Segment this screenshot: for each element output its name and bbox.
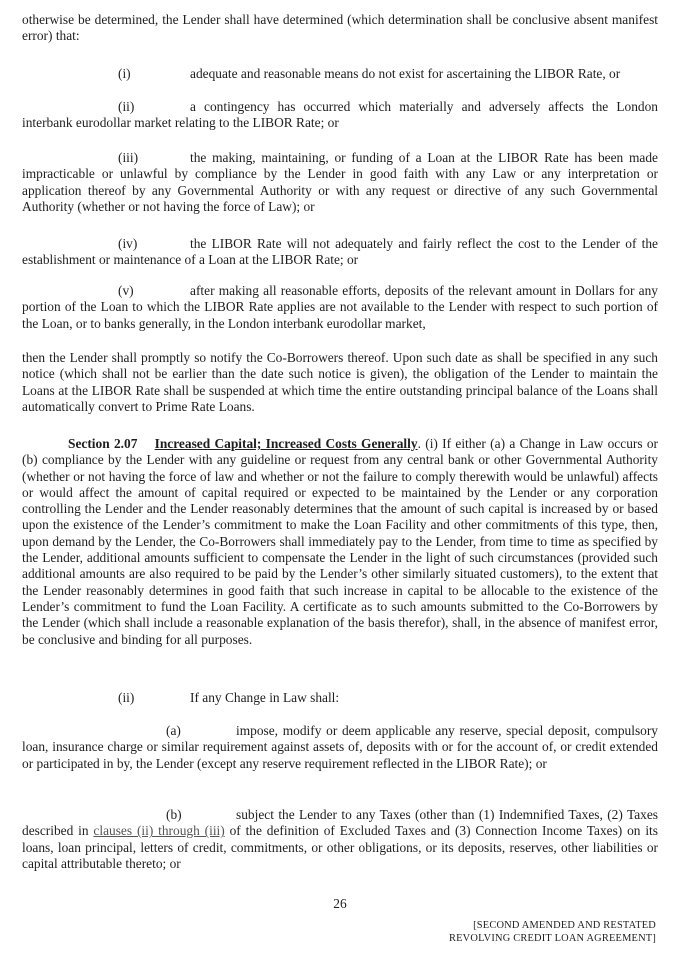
clause-i	[22, 66, 658, 82]
clause-a-text: impose, modify or deem applicable any reserve, special deposit, compulsory loan, insurance charge or similar requirement against assets of, deposits with or for the account of, or credit extended or participated in by, the Lender (except any reserve requirement reflected in the LIBOR Rate); or	[22, 723, 658, 771]
page-number: 26	[333, 896, 347, 911]
intro-text: otherwise be determined, the Lender shall have determined (which determination shall be conclusive absent manifest error) that:	[22, 12, 658, 44]
intro-paragraph	[22, 12, 658, 45]
clause-ii	[22, 99, 658, 132]
clause-ii-second	[22, 690, 658, 706]
section-2-07	[22, 436, 658, 648]
footer-line-1: [SECOND AMENDED AND RESTATED	[473, 920, 656, 931]
clause-v-text: after making all reasonable efforts, deposits of the relevant amount in Dollars for any portion of the Loan to which the LIBOR Rate applies are not available to the Lender with respect to such portion of the Loan, or to banks generally, in the London interbank eurodollar market,	[22, 283, 658, 331]
section-label: Section 2.07	[68, 436, 138, 451]
clause-i-text: adequate and reasonable means do not exist for ascertaining the LIBOR Rate, or	[190, 66, 621, 81]
clause-iii-number: (iii)	[118, 150, 139, 165]
clause-ii-text: a contingency has occurred which materially and adversely affects the London interbank eurodollar market relating to the LIBOR Rate; or	[22, 99, 658, 131]
document-footer	[449, 920, 656, 945]
clause-iii	[22, 150, 658, 215]
then-text: then the Lender shall promptly so notify the Co-Borrowers thereof. Upon such date as shall be specified in any such notice (which shall not be earlier than the date such notice is given), the obligation of the Lender to maintain the Loans at the LIBOR Rate shall be suspended at which time the entire outstanding principal balance of the Loans shall automatically convert to Prime Rate Loans.	[22, 350, 658, 414]
clause-iii-text: the making, maintaining, or funding of a Loan at the LIBOR Rate has been made impracticable or unlawful by compliance by the Lender in good faith with any Law or any interpretation or application thereof by any Governmental Authority or with any request or directive of any such Governmental Authority (whether or not having the force of Law); or	[22, 150, 658, 214]
clause-iv	[22, 236, 658, 269]
clause-b-text-end: of the definition of Excluded Taxes and (3) Connection Income Taxes) on its loans, loan principal, letters of credit, commitments, or other obligations, or its deposits, reserves, other liabilities or capital attributable thereto; or	[22, 823, 658, 871]
clause-b-number: (b)	[166, 807, 182, 822]
clause-b-text-start: subject the Lender to any Taxes (other than (1) Indemnified Taxes, (2) Taxes described in	[22, 807, 658, 839]
clause-iv-number: (iv)	[118, 236, 138, 251]
clause-ii-second-text: If any Change in Law shall:	[190, 690, 340, 705]
clause-ii-second-number: (ii)	[118, 690, 135, 705]
section-title: Increased Capital; Increased Costs Generally	[154, 436, 418, 451]
clause-v	[22, 283, 658, 332]
clause-iv-text: the LIBOR Rate will not adequately and fairly reflect the cost to the Lender of the establishment or maintenance of a Loan at the LIBOR Rate; or	[22, 236, 658, 268]
clauses-cross-reference-link[interactable]: clauses (ii) through (iii)	[93, 823, 225, 839]
clause-ii-number: (ii)	[118, 99, 135, 114]
clause-b	[22, 807, 658, 872]
then-paragraph	[22, 350, 658, 415]
clause-a-number: (a)	[166, 723, 181, 738]
clause-i-number: (i)	[118, 66, 131, 81]
section-body: . (i) If either (a) a Change in Law occurs or (b) compliance by the Lender with any guideline or request from any central bank or other Governmental Authority (whether or not having the force of law and whether or not the failure to comply therewith would be unlawful) affects or would affect the amount of capital required or expected to be maintained by the Lender or any corporation controlling the Lender and the Lender reasonably determines that the amount of such capital is increased by or based upon the existence of the Lender’s commitment to make the Loan Facility and other commitments of this type, then, upon demand by the Lender, the Co-Borrowers shall immediately pay to the Lender, from time to time as specified by the Lender, additional amounts sufficient to compensate the Lender in the light of such circumstances (provided such additional amounts are also required to be paid by the Lender’s other similarly situated customers), to the extent that the Lender reasonably determines in good faith that such increase in capital to be allocable to the existence of the Lender’s commitment to fund the Loan Facility. A certificate as to such amounts submitted to the Co-Borrowers by the Lender (which shall include a reasonable explanation of the basis therefor), shall, in the absence of manifest error, be conclusive and binding for all purposes.	[22, 436, 659, 647]
clause-v-number: (v)	[118, 283, 134, 298]
footer-line-2: REVOLVING CREDIT LOAN AGREEMENT]	[449, 932, 656, 944]
clause-a	[22, 723, 658, 772]
